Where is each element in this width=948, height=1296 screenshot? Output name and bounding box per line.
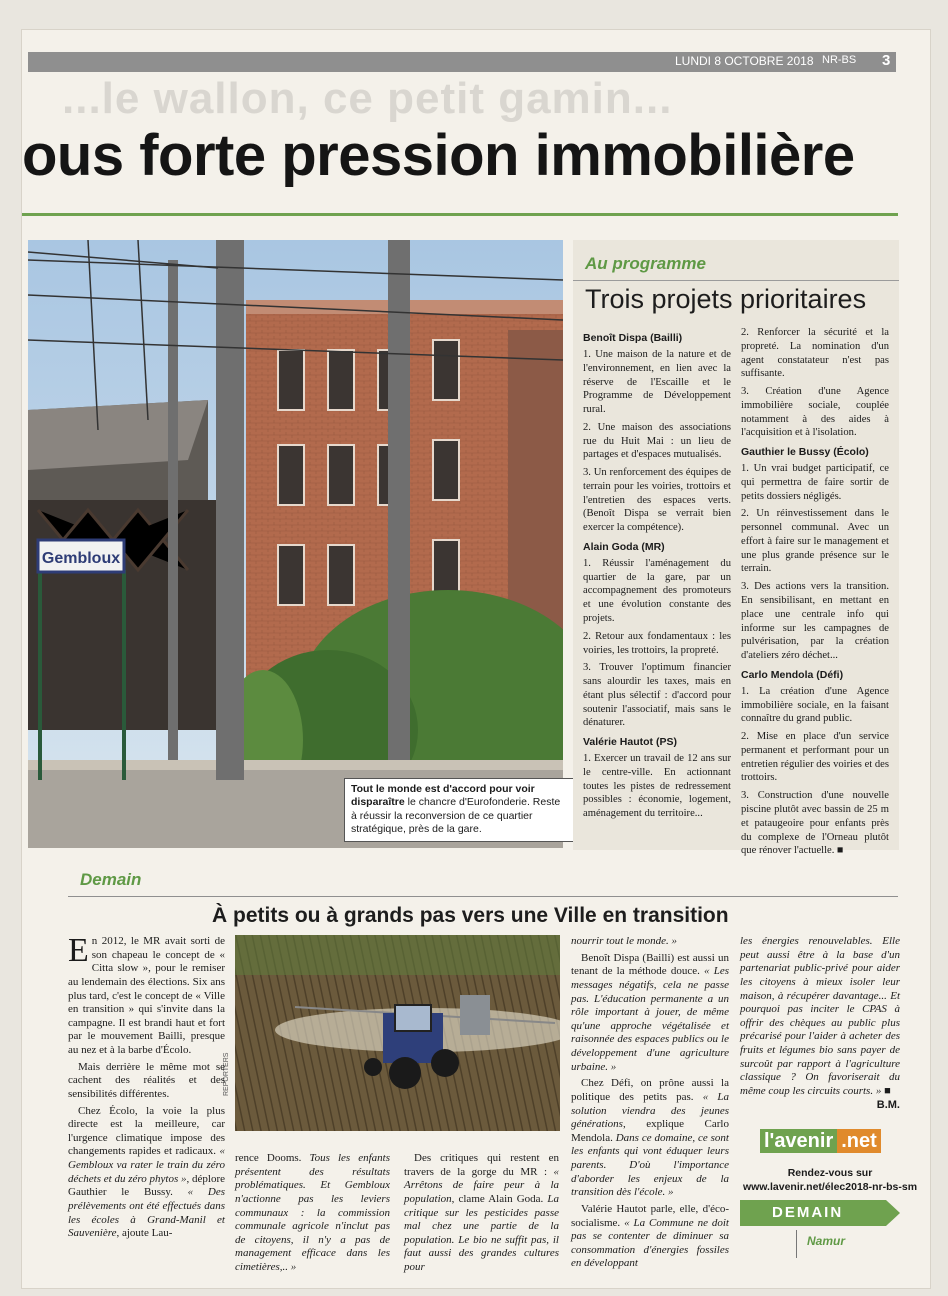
programme-item: 1. Une maison de la nature et de l'environnement, en lien avec la réserve de l'Escaille et le Programme de Développement rural. — [583, 349, 731, 416]
programme-item: 2. Un réinvestissement dans le personnel communal. Avec un effort à faire sur le management et une plus grande présence sur le terrain. — [741, 508, 889, 575]
edition-code: NR-BS — [822, 54, 857, 66]
quote: « Des prélèvements ont été effectués dans les écoles à Grand-Manil et Sauvenière — [68, 1186, 226, 1240]
quote: « La Commune ne doit pas se contenter de diminuer sa consommation d'énergies fossiles en développant — [571, 1216, 729, 1270]
text-run: Chez Défi, on prône aussi la politique des petits pas. — [571, 1077, 729, 1103]
end-mark: ■ — [881, 1084, 891, 1097]
next-section-label: Namur — [807, 1234, 846, 1248]
programme-item: 3. Trouver l'optimum financier sans alourdir les taxes, mais en étant plus sélectif : d'accord pour soutenir l'associatif, mais sans le dénaturer. — [583, 662, 731, 729]
box-column-1 — [583, 326, 731, 825]
text-run: Chez Écolo, la voie la plus directe est la meilleure, car l'urgence climatique impose des changements rapides et radicaux. — [68, 1104, 225, 1158]
logo-word: l'avenir — [760, 1129, 837, 1153]
text-run: , ajoute Lau- — [116, 1227, 173, 1240]
gembloux-station-photo — [28, 240, 563, 848]
caption-body: le chancre d'Eurofonderie. Reste à réussir la reconversion de ce quartier stratégique, près de la gare. — [351, 796, 561, 836]
quote: Tous les enfants présentent des résultats problématiques. Et Gembloux n'actionne pas les leviers communaux : la commission communale agricole n'inclut pas de citoyens, il n'y a pas de management efficace dans les cimetières,.. » — [235, 1152, 391, 1273]
page-number: 3 — [882, 52, 891, 69]
main-headline: ous forte pression immobilière — [22, 123, 855, 188]
programme-item: 3. Création d'une Agence immobilière sociale, couplée notamment à des aides à l'acquisition et à l'isolation. — [741, 386, 889, 439]
demain-arrow-label: DEMAIN — [772, 1204, 844, 1221]
box-title: Trois projets prioritaires — [585, 284, 867, 314]
issue-date: LUNDI 8 OCTOBRE 2018 — [675, 54, 814, 68]
headline-rule — [22, 213, 898, 216]
quote: « Arrêtons de faire peur à la population — [404, 1165, 559, 1205]
candidate-name: Valérie Hautot (PS) — [583, 736, 677, 749]
logo-suffix: .net — [837, 1129, 881, 1153]
programme-item: 1. Exercer un travail de 12 ans sur le centre-ville. En actionnant toutes les pistes de redressement possibles : économie, logement, aménagement du territoire... — [583, 753, 731, 820]
next-divider — [796, 1230, 797, 1258]
promo-url: www.lavenir.net/élec2018-nr-bs-sm — [742, 1181, 918, 1194]
programme-item: 2. Une maison des associations rue du Huit Mai : un lieu de partages et d'espaces mutualisés. — [583, 421, 731, 461]
quote: nourrir tout le monde. » — [571, 935, 678, 947]
byline: B.M. — [876, 1098, 900, 1111]
article-title: À petits ou à grands pas vers une Ville en transition — [212, 904, 729, 927]
candidate-name: Benoît Dispa (Bailli) — [583, 332, 683, 344]
box-rule — [573, 280, 899, 281]
quote: « Gembloux va rater le train du zéro déchets et du zéro phytos » — [68, 1145, 225, 1185]
programme-item: 1. Réussir l'aménagement du quartier de la gare, par un accompagnement des promoteurs et une évolution constante des projets. — [583, 557, 731, 625]
text-run: Valérie Hautot parle, elle, d'éco-socialisme. — [571, 1202, 729, 1229]
photo-illustration — [28, 240, 563, 848]
article-column-2 — [235, 1152, 390, 1278]
text-run: Benoît Dispa (Bailli) est aussi un tenant de la méthode douce. — [571, 951, 729, 978]
paragraph: n 2012, le MR avait sorti de son chapeau le concept de « Citta slow », pour le remiser au lendemain des élections. Six ans plus tard, c'est le concept de « Ville en transition » qui s'invite dans la campagne. Il est brandi haut et fort par le mouvement Bailli, presque au nez et à la barbe d'Écolo. — [68, 935, 225, 1056]
article-column-3 — [404, 1152, 559, 1278]
programme-item: 3. Construction d'une nouvelle piscine plutôt avec bassin de 25 m et pataugeoire pour enfants près du complexe de l'Orneau plutôt que rénover l'actuelle. ■ — [741, 790, 889, 857]
demain-kicker: Demain — [80, 870, 142, 889]
photo-caption — [344, 778, 574, 842]
tractor-field-photo — [235, 935, 560, 1131]
box-column-2 — [741, 326, 889, 862]
station-sign-text: Gembloux — [41, 550, 121, 567]
candidate-name: Carlo Mendola (Défi) — [741, 668, 844, 681]
quote: « Les messages négatifs, cela ne passe pas. L'éducation permanente a un rôle important à jouer, de même qu'une approche végétalisée et raisonnée des espaces publics ou le développement d'une agriculture urbaine. » — [571, 965, 729, 1073]
paragraph: Mais derrière le même mot se cachent des réalités et des sensibilités différentes. — [68, 1060, 225, 1100]
programme-item: 2. Renforcer la sécurité et la propreté. La nomination d'un agent constatateur n'est pas suffisante. — [741, 327, 889, 380]
photo-credit: REPORTERS — [223, 1052, 230, 1096]
promo-line: Rendez-vous sur — [787, 1167, 873, 1179]
programme-box — [573, 240, 899, 857]
box-kicker: Au programme — [585, 254, 706, 273]
programme-item: 3. Des actions vers la transition. En sensibilisant, en mettant en place une centrale info qui informe sur les campagnes de pulvérisation, par la création d'ateliers zéro déchet... — [741, 581, 889, 662]
dropcap: E — [68, 932, 89, 969]
candidate-name: Alain Goda (MR) — [583, 540, 665, 553]
programme-item: 1. La création d'une Agence immobilière sociale, en la faisant connaître du grand public. — [741, 685, 889, 725]
demain-rule — [68, 896, 898, 897]
bleed-through-headline: ...le wallon, ce petit gamin... — [62, 74, 673, 123]
promo-text — [742, 1166, 918, 1194]
programme-item: 2. Mise en place d'un service permanent et performant pour un entretien régulier des voiries et des trottoirs. — [741, 731, 889, 784]
text-run: Des critiques qui restent en travers de la gorge du MR : — [404, 1152, 559, 1178]
programme-item: 2. Retour aux fondamentaux : les voiries, les trottoirs, la propreté. — [583, 630, 731, 656]
candidate-name: Gauthier le Bussy (Écolo) — [741, 446, 869, 459]
article-column-4 — [571, 935, 729, 1274]
tractor-illustration — [235, 935, 560, 1131]
programme-item: 1. Un vrai budget participatif, ce qui permettra de faire sortir de petits dossiers négligés. — [741, 463, 889, 502]
article-column-1 — [68, 932, 226, 1244]
text-run: , clame Alain Goda. — [451, 1192, 548, 1205]
text-run: rence Dooms. — [235, 1152, 310, 1164]
quote: Dans ce domaine, ce sont les enfants qui vont éduquer leurs parents. D'où l'importance d'aborder les enjeux de la transition dès l'école. » — [571, 1131, 729, 1199]
newspaper-page — [22, 30, 930, 1288]
text-run: , explique Carlo Mendola. — [571, 1118, 729, 1144]
quote: La critique sur les pesticides passe mal chez une partie de la population. Le bio ne suffit pas, il faut aussi des grandes cultures pour — [404, 1192, 559, 1273]
quote: les énergies renouvelables. Elle peut aussi être à la base d'un partenariat public-privé pour aider les citoyens à mieux isoler leur maison, à récupérer davantage... Et pourquoi pas inciter le CPAS à offrir des chèques au public plus précarisé pour l'aider à acheter des fruits et légumes bio sans payer de surcoût par rapport à l'agriculture classique ? On favoriserait du même coup les circuits courts. » — [740, 935, 900, 1097]
quote: « La solution viendra des jeunes générations — [571, 1090, 729, 1131]
article-column-5 — [740, 935, 900, 1112]
text-run: , déplore Gauthier le Bussy. — [68, 1172, 225, 1199]
lavenir-logo — [760, 1130, 881, 1153]
caption-lead: Tout le monde est d'accord pour voir disparaître — [351, 783, 535, 809]
programme-item: 3. Un renforcement des équipes de terrain pour les voiries, trottoirs et l'entretien des espaces verts. (Benoît Dispa se verrait bien exercer la compétence). — [583, 467, 731, 534]
